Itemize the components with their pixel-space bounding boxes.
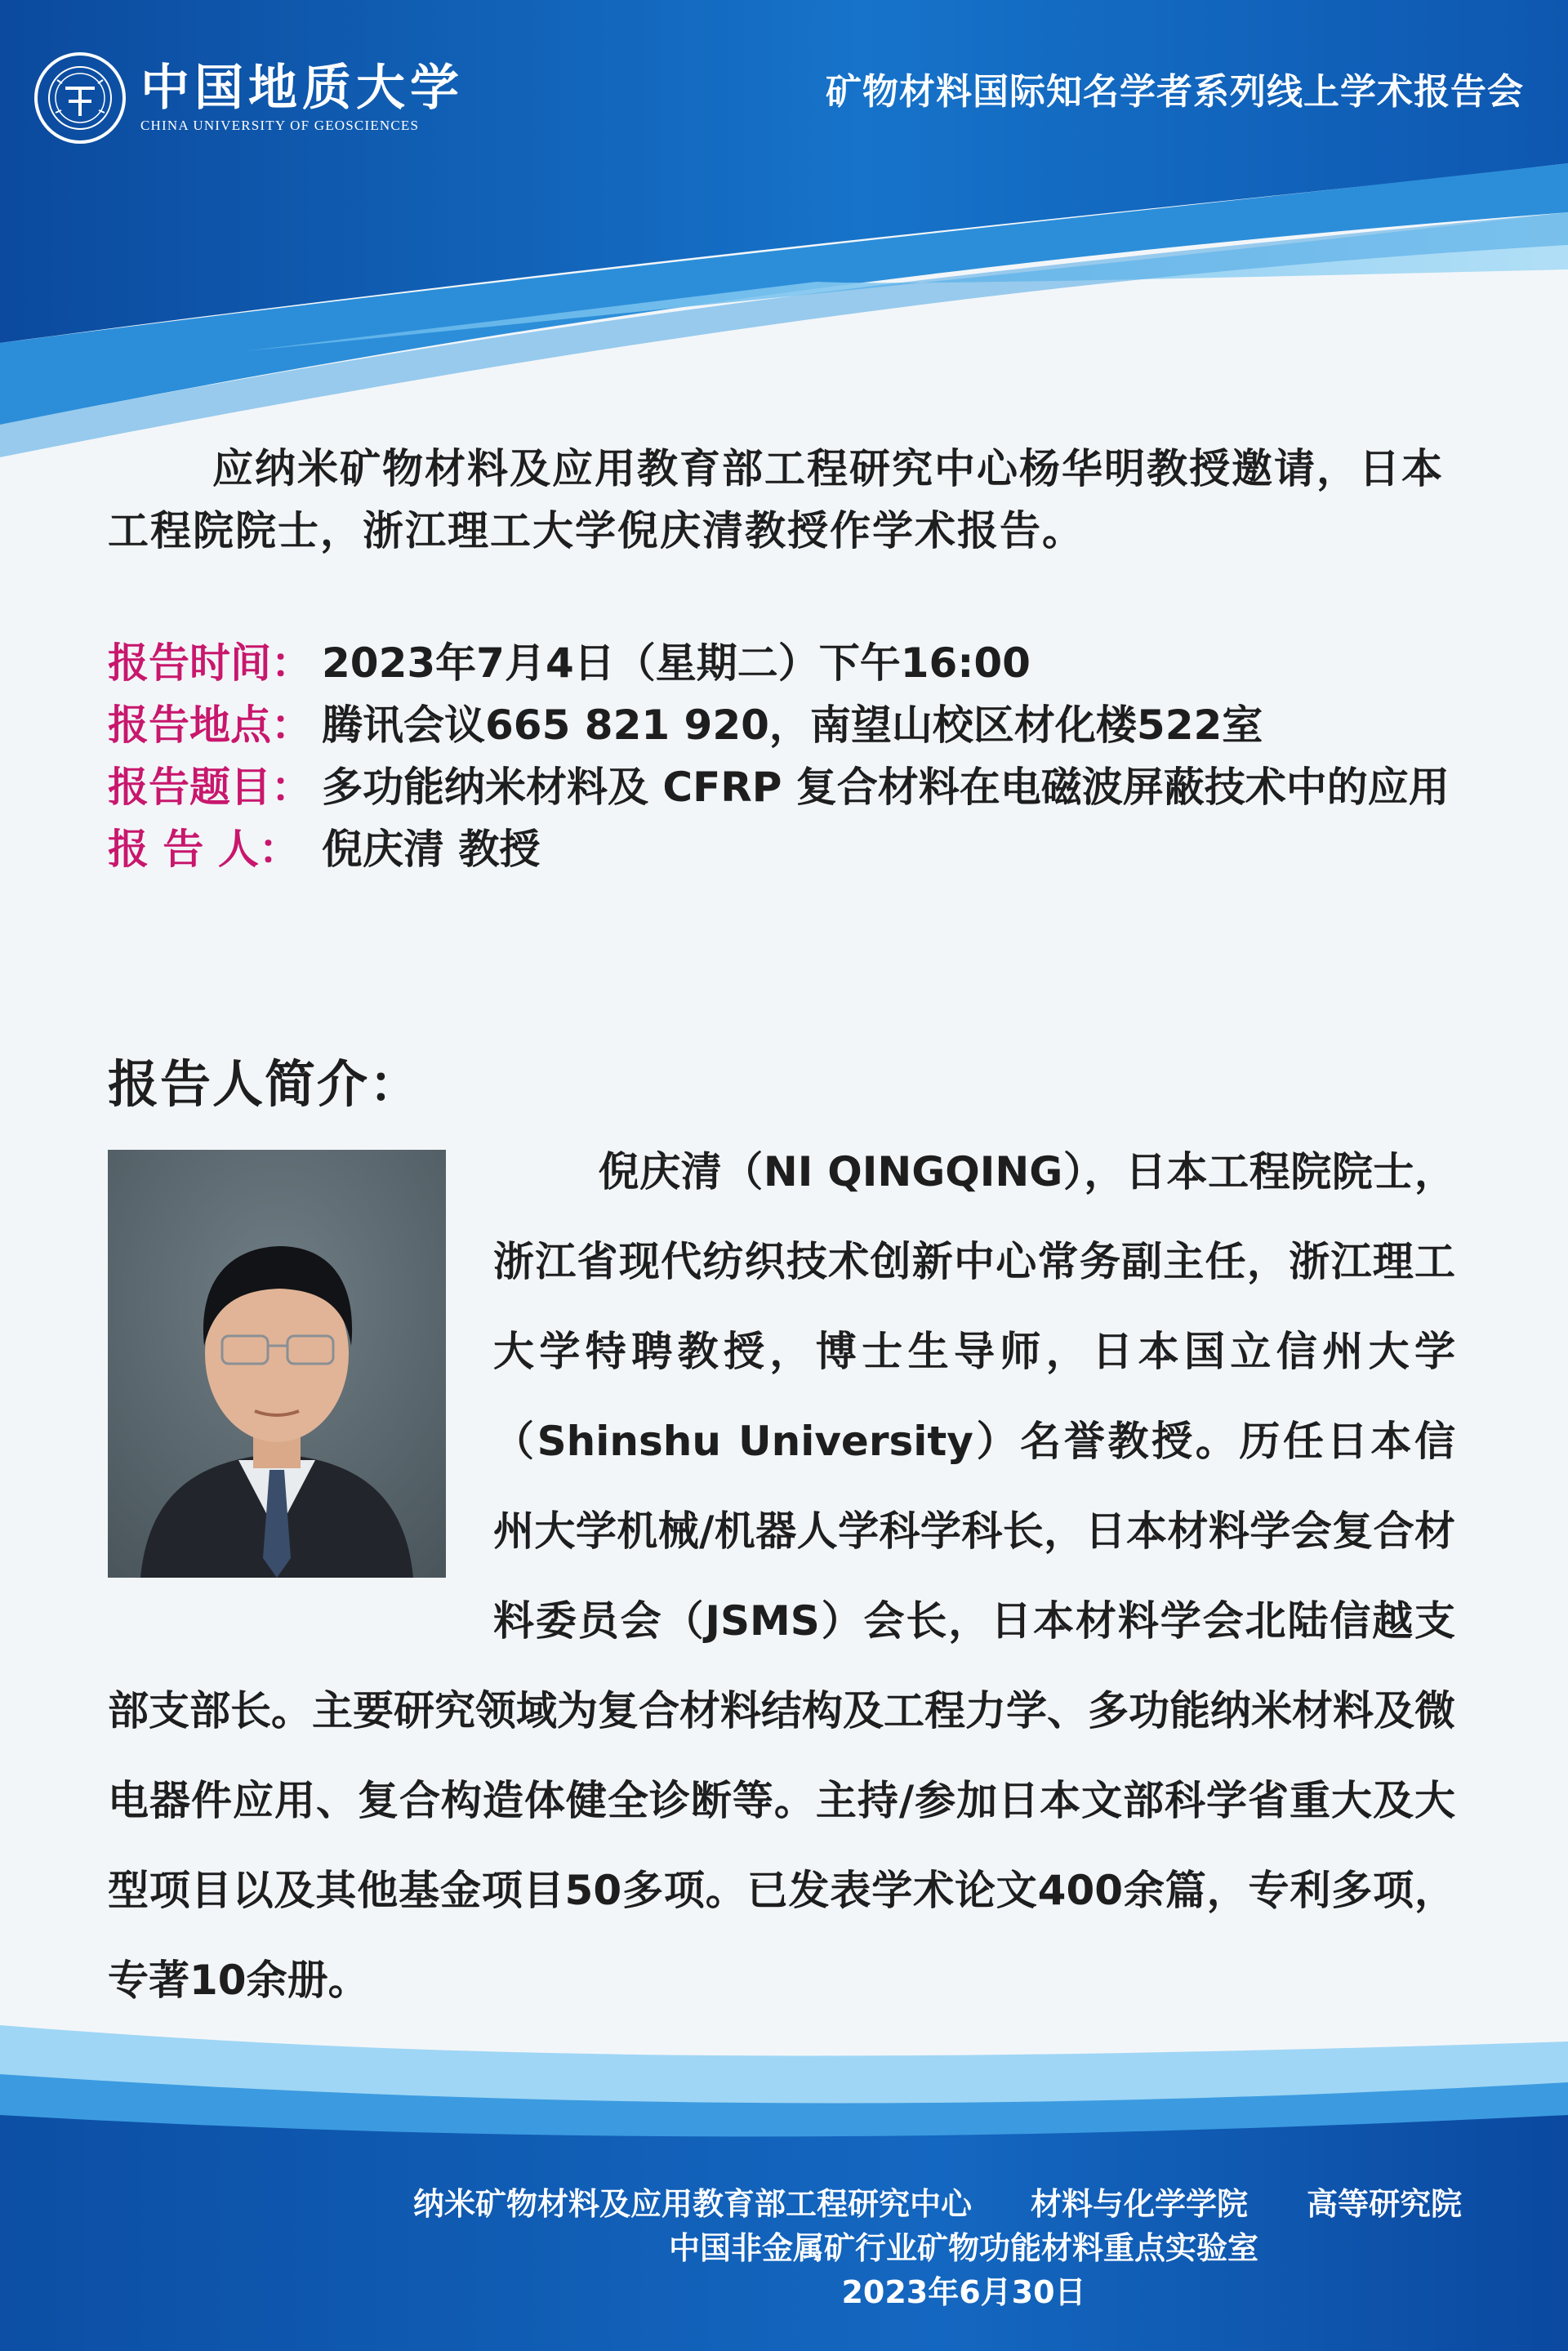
- detail-label: 报 告 人：: [108, 826, 300, 873]
- detail-label: 报告题目：: [108, 764, 312, 811]
- detail-topic: [108, 756, 1480, 818]
- footer-org-center: 纳米矿物材料及应用教育部工程研究中心: [412, 2186, 972, 2222]
- detail-speaker: [108, 818, 1480, 880]
- bio-heading: 报告人简介：: [108, 1054, 422, 1114]
- detail-time: [108, 632, 1480, 694]
- series-title: 矿物材料国际知名学者系列线上学术报告会: [826, 71, 1524, 113]
- logo-english-name: CHINA UNIVERSITY OF GEOSCIENCES: [140, 118, 420, 133]
- footer-org-institute: 高等研究院: [1306, 2186, 1462, 2222]
- footer-organizers: [0, 2179, 1568, 2224]
- footer-date: 2023年6月30日: [841, 2274, 1086, 2310]
- detail-value: 倪庆清 教授: [322, 826, 541, 873]
- detail-location: [108, 694, 1480, 756]
- detail-value: 多功能纳米材料及 CFRP 复合材料在电磁波屏蔽技术中的应用: [322, 764, 1450, 811]
- university-logo: [34, 49, 464, 147]
- speaker-portrait: [108, 1150, 446, 1578]
- footer-org-lab: 中国非金属矿行业矿物功能材料重点实验室: [668, 2230, 1258, 2266]
- logo-chinese-name: 中国地质大学: [140, 60, 464, 117]
- university-seal-icon: [34, 52, 126, 144]
- detail-label: 报告时间：: [108, 639, 312, 687]
- detail-value: 2023年7月4日（星期二）下午16:00: [322, 639, 1031, 687]
- bio-text: 倪庆清（NI QINGQING），日本工程院院士，浙江省现代纺织技术创新中心常务副主任，浙江理工大学特聘教授，博士生导师，日本国立信州大学（Shinshu University）名誉教授。历任日本信州大学机械/机器人学科学科长，日本材料学会复合材料委员会（JSMS）会长，日本材料学会北陆信越支部支部长。主要研究领域为复合材料结构及工程力学、多功能纳米材料及微电器件应用、复合构造体健全诊断等。主持/参加日本文部科学省重大及大型项目以及其他基金项目50多项。已发表学术论文400余篇，专利多项，专著10余册。: [108, 1148, 1455, 2004]
- invitation-paragraph: 应纳米矿物材料及应用教育部工程研究中心杨华明教授邀请，日本工程院院士，浙江理工大学倪庆清教授作学术报告。: [108, 445, 1444, 554]
- detail-value: 腾讯会议665 821 920，南望山校区材化楼522室: [322, 701, 1263, 749]
- lecture-details: [108, 632, 1480, 880]
- bio-block: [108, 1127, 1455, 2025]
- detail-label: 报告地点：: [108, 701, 312, 749]
- footer-org-school: 材料与化学学院: [1030, 2186, 1248, 2222]
